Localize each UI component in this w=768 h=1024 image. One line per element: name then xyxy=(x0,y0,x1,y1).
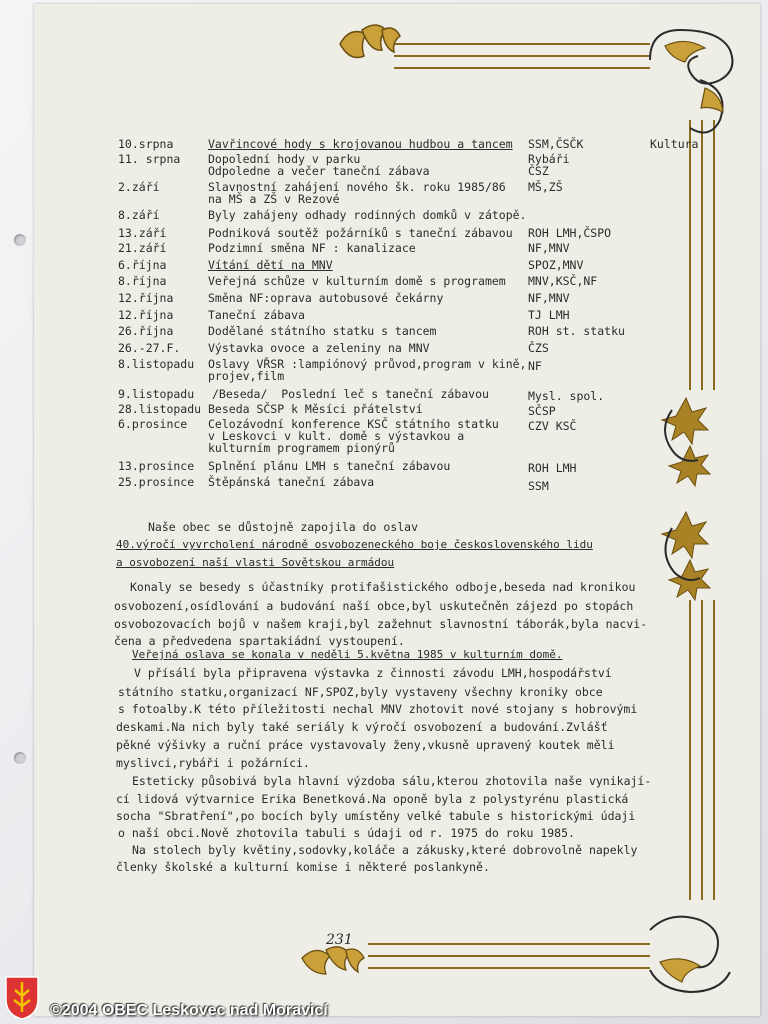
event-date: 10.srpna xyxy=(118,137,174,151)
paragraph-line: o naší obci.Nově zhotovila tabuli s údaji od r. 1975 do roku 1985. xyxy=(118,826,575,840)
event-date: 21.září xyxy=(118,241,167,255)
event-text: Vavřincové hody s krojovanou hudbou a tancem xyxy=(208,137,513,151)
anniversary-title: a osvobození naší vlasti Sovětskou armádou xyxy=(116,556,395,569)
paragraph-line: V přísálí byla připravena výstavka z činnosti závodu LMH,hospodářství xyxy=(134,666,612,680)
page-number: 231 xyxy=(326,932,353,948)
event-text: Splnění plánu LMH s taneční zábavou xyxy=(208,459,451,473)
paragraph-line: Esteticky působivá byla hlavní výzdoba sálu,kterou zhotovila naše vynikají- xyxy=(132,774,652,788)
event-text: Podzimní směna NF : kanalizace xyxy=(208,241,416,255)
corner-scroll-icon xyxy=(665,410,700,580)
event-organizer: ČZS xyxy=(528,341,549,355)
event-organizer: ROH LMH,ČSPO xyxy=(528,226,612,240)
event-date: 8.října xyxy=(118,274,167,288)
event-organizer: Mysl. spol. xyxy=(528,389,605,403)
event-organizer: MNV,KSČ,NF xyxy=(528,274,598,288)
paragraph-line: Konaly se besedy s účastníky protifašistického odboje,beseda nad kronikou xyxy=(130,580,636,594)
paragraph-line: deskami.Na nich byly také seriály k výročí osvobození a budování.Zvlášť xyxy=(116,720,608,734)
paragraph-line: cí lidová výtvarnice Erika Benetková.Na oponě byla z polystyrénu plastická xyxy=(116,792,629,806)
event-date: 26.-27.F. xyxy=(118,341,181,355)
event-organizer: ROH st. statku xyxy=(528,324,625,338)
event-organizer: SPOZ,MNV xyxy=(528,258,584,272)
event-date: 26.října xyxy=(118,324,174,338)
paragraph-line: socha "Sbratření",po bocích byly umístěny velké tabule s historickými údaji xyxy=(116,809,636,823)
leaf-ornament-icon xyxy=(340,25,400,58)
event-date: 13.září xyxy=(118,226,167,240)
event-text: Podniková soutěž požárníků s taneční zábavou xyxy=(208,226,513,240)
event-text: /Beseda/ Poslední leč s taneční zábavou xyxy=(212,387,489,401)
event-date: 6.října xyxy=(118,258,167,272)
event-text: Taneční zábava xyxy=(208,308,305,322)
paragraph-line: pěkné výšivky a ruční práce vystavovaly ženy,vkusně upravený koutek měli xyxy=(116,738,615,752)
intro-line: Naše obec se důstojně zapojila do oslav xyxy=(148,520,419,534)
event-text: Celozávodní konference KSČ státního statku v Leskovci v kult. domě s výstavkou a kulturním programem pionýrů xyxy=(208,417,499,455)
paragraph-line: čena a předvedena spartakiádní vystoupení. xyxy=(114,634,405,648)
event-organizer: SČSP xyxy=(528,404,556,418)
village-crest-icon xyxy=(3,974,43,1020)
event-text: Oslavy VŘSR :lampiónový průvod,program v kině, projev,film xyxy=(208,357,527,383)
category-label: Kultura xyxy=(650,137,699,151)
event-organizer: NF,MNV xyxy=(528,241,570,255)
event-date: 25.prosince xyxy=(118,475,195,489)
paragraph-line: s fotoalby.K této příležitosti nechal MNV zhotovit nové stojany s hobrovými xyxy=(118,702,638,716)
event-organizer: SSM xyxy=(528,479,549,493)
event-date: 28.listopadu xyxy=(118,402,202,416)
event-organizer: TJ LMH xyxy=(528,308,570,322)
leaf-ornament-icon xyxy=(660,959,700,982)
paragraph-line: členky školské a kulturní komise i některé poslankyně. xyxy=(116,860,490,874)
paragraph-line: státního statku,organizací NF,SPOZ,byly vystaveny všechny kroniky obce xyxy=(118,685,603,699)
event-organizer: MŠ,ZŠ xyxy=(528,180,563,194)
event-text: Dopolední hody v parku Odpoledne a večer taneční zábava xyxy=(208,152,430,178)
event-date: 6.prosince xyxy=(118,417,188,431)
celebration-line: Veřejná oslava se konala v neděli 5.května 1985 v kulturním domě. xyxy=(132,648,563,661)
event-date: 12.října xyxy=(118,308,174,322)
event-organizer: CZV KSČ xyxy=(528,419,577,433)
event-organizer: NF,MNV xyxy=(528,291,570,305)
event-text: Výstavka ovoce a zeleniny na MNV xyxy=(208,341,430,355)
event-text: Směna NF:oprava autobusové čekárny xyxy=(208,291,444,305)
event-text: Byly zahájeny odhady rodinných domků v zátopě. xyxy=(208,208,527,222)
event-organizer: ROH LMH xyxy=(528,461,577,475)
event-organizer: Rybáři ČSZ xyxy=(528,152,570,178)
corner-scroll-icon xyxy=(650,917,730,992)
event-date: 2.září xyxy=(118,180,160,194)
event-date: 8.září xyxy=(118,208,160,222)
star-flower-icon xyxy=(662,398,710,600)
anniversary-title: 40.výročí vyvrcholení národně osvobozeneckého boje československého lidu xyxy=(116,538,593,551)
paragraph-line: Na stolech byly květiny,sodovky,koláče a zákusky,které dobrovolně napekly xyxy=(132,843,638,857)
event-date: 8.listopadu xyxy=(118,357,195,371)
paragraph-line: osvobozovacích bojů v našem kraji,byl zažehnut slavnostní táborák,byla nacvi- xyxy=(114,617,648,631)
event-date: 11. srpna xyxy=(118,152,181,166)
paragraph-line: osvobození,osídlování a budování naší obce,byl uskutečněn zájezd po stopách xyxy=(114,599,634,613)
event-text: Štěpánská taneční zábava xyxy=(208,475,375,489)
paragraph-line: myslivci,rybáři i požárníci. xyxy=(116,756,310,770)
event-date: 12.října xyxy=(118,291,174,305)
event-organizer: SSM,ČSČK xyxy=(528,137,584,151)
event-text: Dodělané státního statku s tancem xyxy=(208,324,437,338)
event-text: Veřejná schůze v kulturním domě s programem xyxy=(208,274,506,288)
event-organizer: NF xyxy=(528,359,542,373)
event-date: 9.listopadu xyxy=(118,387,195,401)
copyright-watermark: ©2004 OBEC Leskovec nad Moravicí xyxy=(50,1002,328,1019)
event-text: Slavnostní zahájení nového šk. roku 1985/86 na MŠ a ZŠ v Rezové xyxy=(208,180,506,206)
event-text: Beseda SČSP k Měsíci přátelství xyxy=(208,402,423,416)
event-date: 13.prosince xyxy=(118,459,195,473)
event-text: Vítání dětí na MNV xyxy=(208,258,333,272)
leaf-ornament-icon xyxy=(302,947,364,974)
